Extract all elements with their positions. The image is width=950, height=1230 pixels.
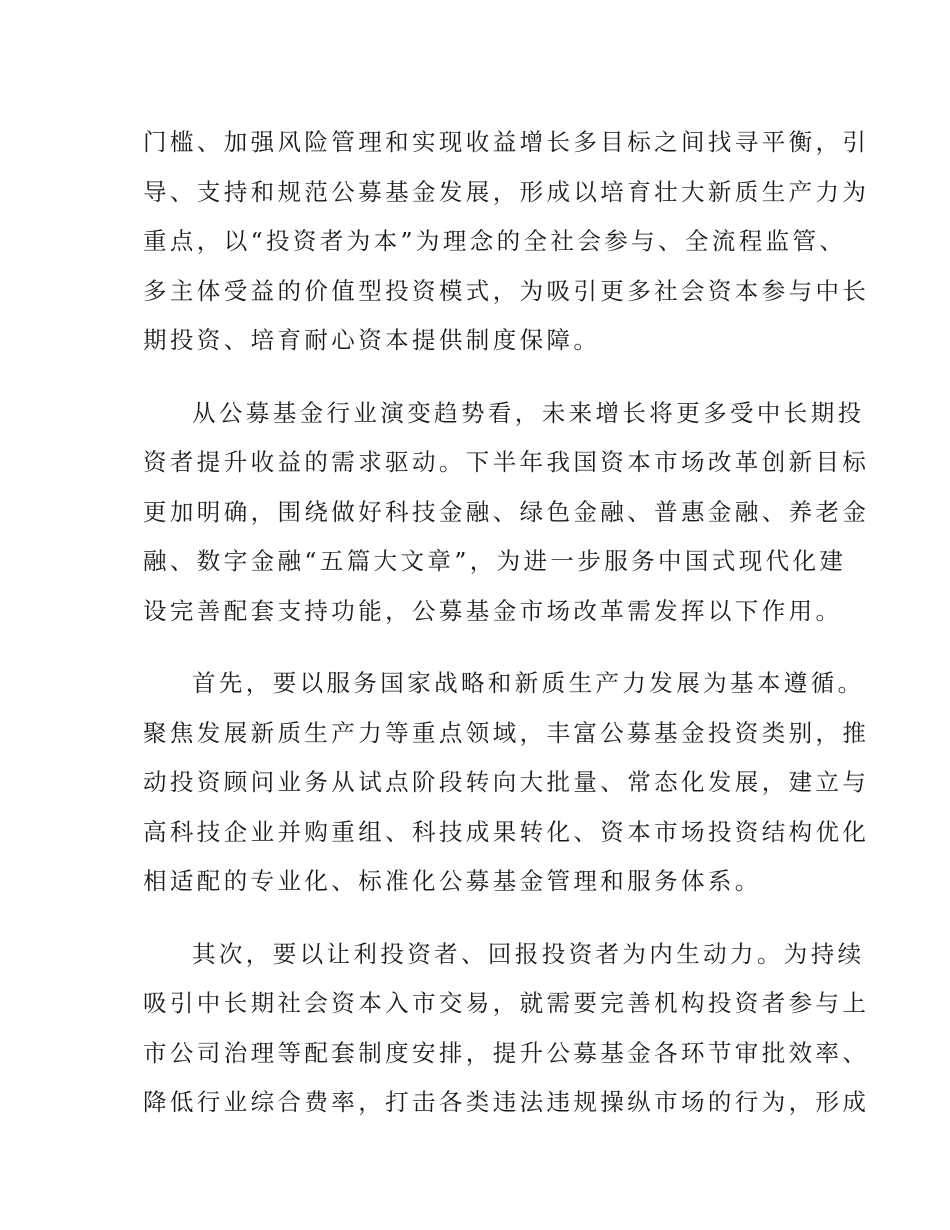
paragraph-p2	[143, 389, 870, 637]
paragraph-p1	[143, 118, 870, 366]
text-line: 融、数字金融“五篇大文章”，为进一步服务中国式现代化建	[143, 547, 847, 575]
text-line: 更加明确，围绕做好科技金融、绿色金融、普惠金融、养老金	[143, 497, 870, 526]
document-body	[143, 118, 870, 1151]
paragraph-p3	[143, 659, 870, 907]
text-line: 导、支持和规范公募基金发展，形成以培育壮大新质生产力为	[143, 177, 870, 206]
text-line: 多主体受益的价值型投资模式，为吸引更多社会资本参与中长	[143, 276, 870, 305]
text-line: 其次，要以让利投资者、回报投资者为内生动力。为持续	[192, 939, 865, 968]
text-line: 聚焦发展新质生产力等重点领域，丰富公募基金投资类别，推	[143, 718, 870, 747]
text-line: 设完善配套支持功能，公募基金市场改革需发挥以下作用。	[143, 596, 843, 625]
text-line: 吸引中长期社会资本入市交易，就需要完善机构投资者参与上	[143, 989, 870, 1017]
text-line: 从公募基金行业演变趋势看，未来增长将更多受中长期投	[192, 398, 865, 427]
text-line: 动投资顾问业务从试点阶段转向大批量、常态化发展，建立与	[143, 768, 870, 796]
text-line: 重点，以“投资者为本”为理念的全社会参与、全流程监管、	[143, 227, 847, 255]
text-line: 市公司治理等配套制度安排，提升公募基金各环节审批效率、	[143, 1038, 870, 1067]
text-line: 期投资、培育耐心资本提供制度保障。	[143, 326, 601, 354]
text-line: 首先，要以服务国家战略和新质生产力发展为基本遵循。	[192, 669, 865, 697]
text-line: 相适配的专业化、标准化公募基金管理和服务体系。	[143, 867, 762, 895]
text-line: 降低行业综合费率，打击各类违法违规操纵市场的行为，形成	[143, 1088, 870, 1116]
text-line: 高科技企业并购重组、科技成果转化、资本市场投资结构优化	[143, 817, 870, 846]
paragraph-p4	[143, 930, 870, 1128]
text-line: 资者提升收益的需求驱动。下半年我国资本市场改革创新目标	[143, 448, 870, 476]
text-line: 门槛、加强风险管理和实现收益增长多目标之间找寻平衡，引	[143, 128, 870, 156]
